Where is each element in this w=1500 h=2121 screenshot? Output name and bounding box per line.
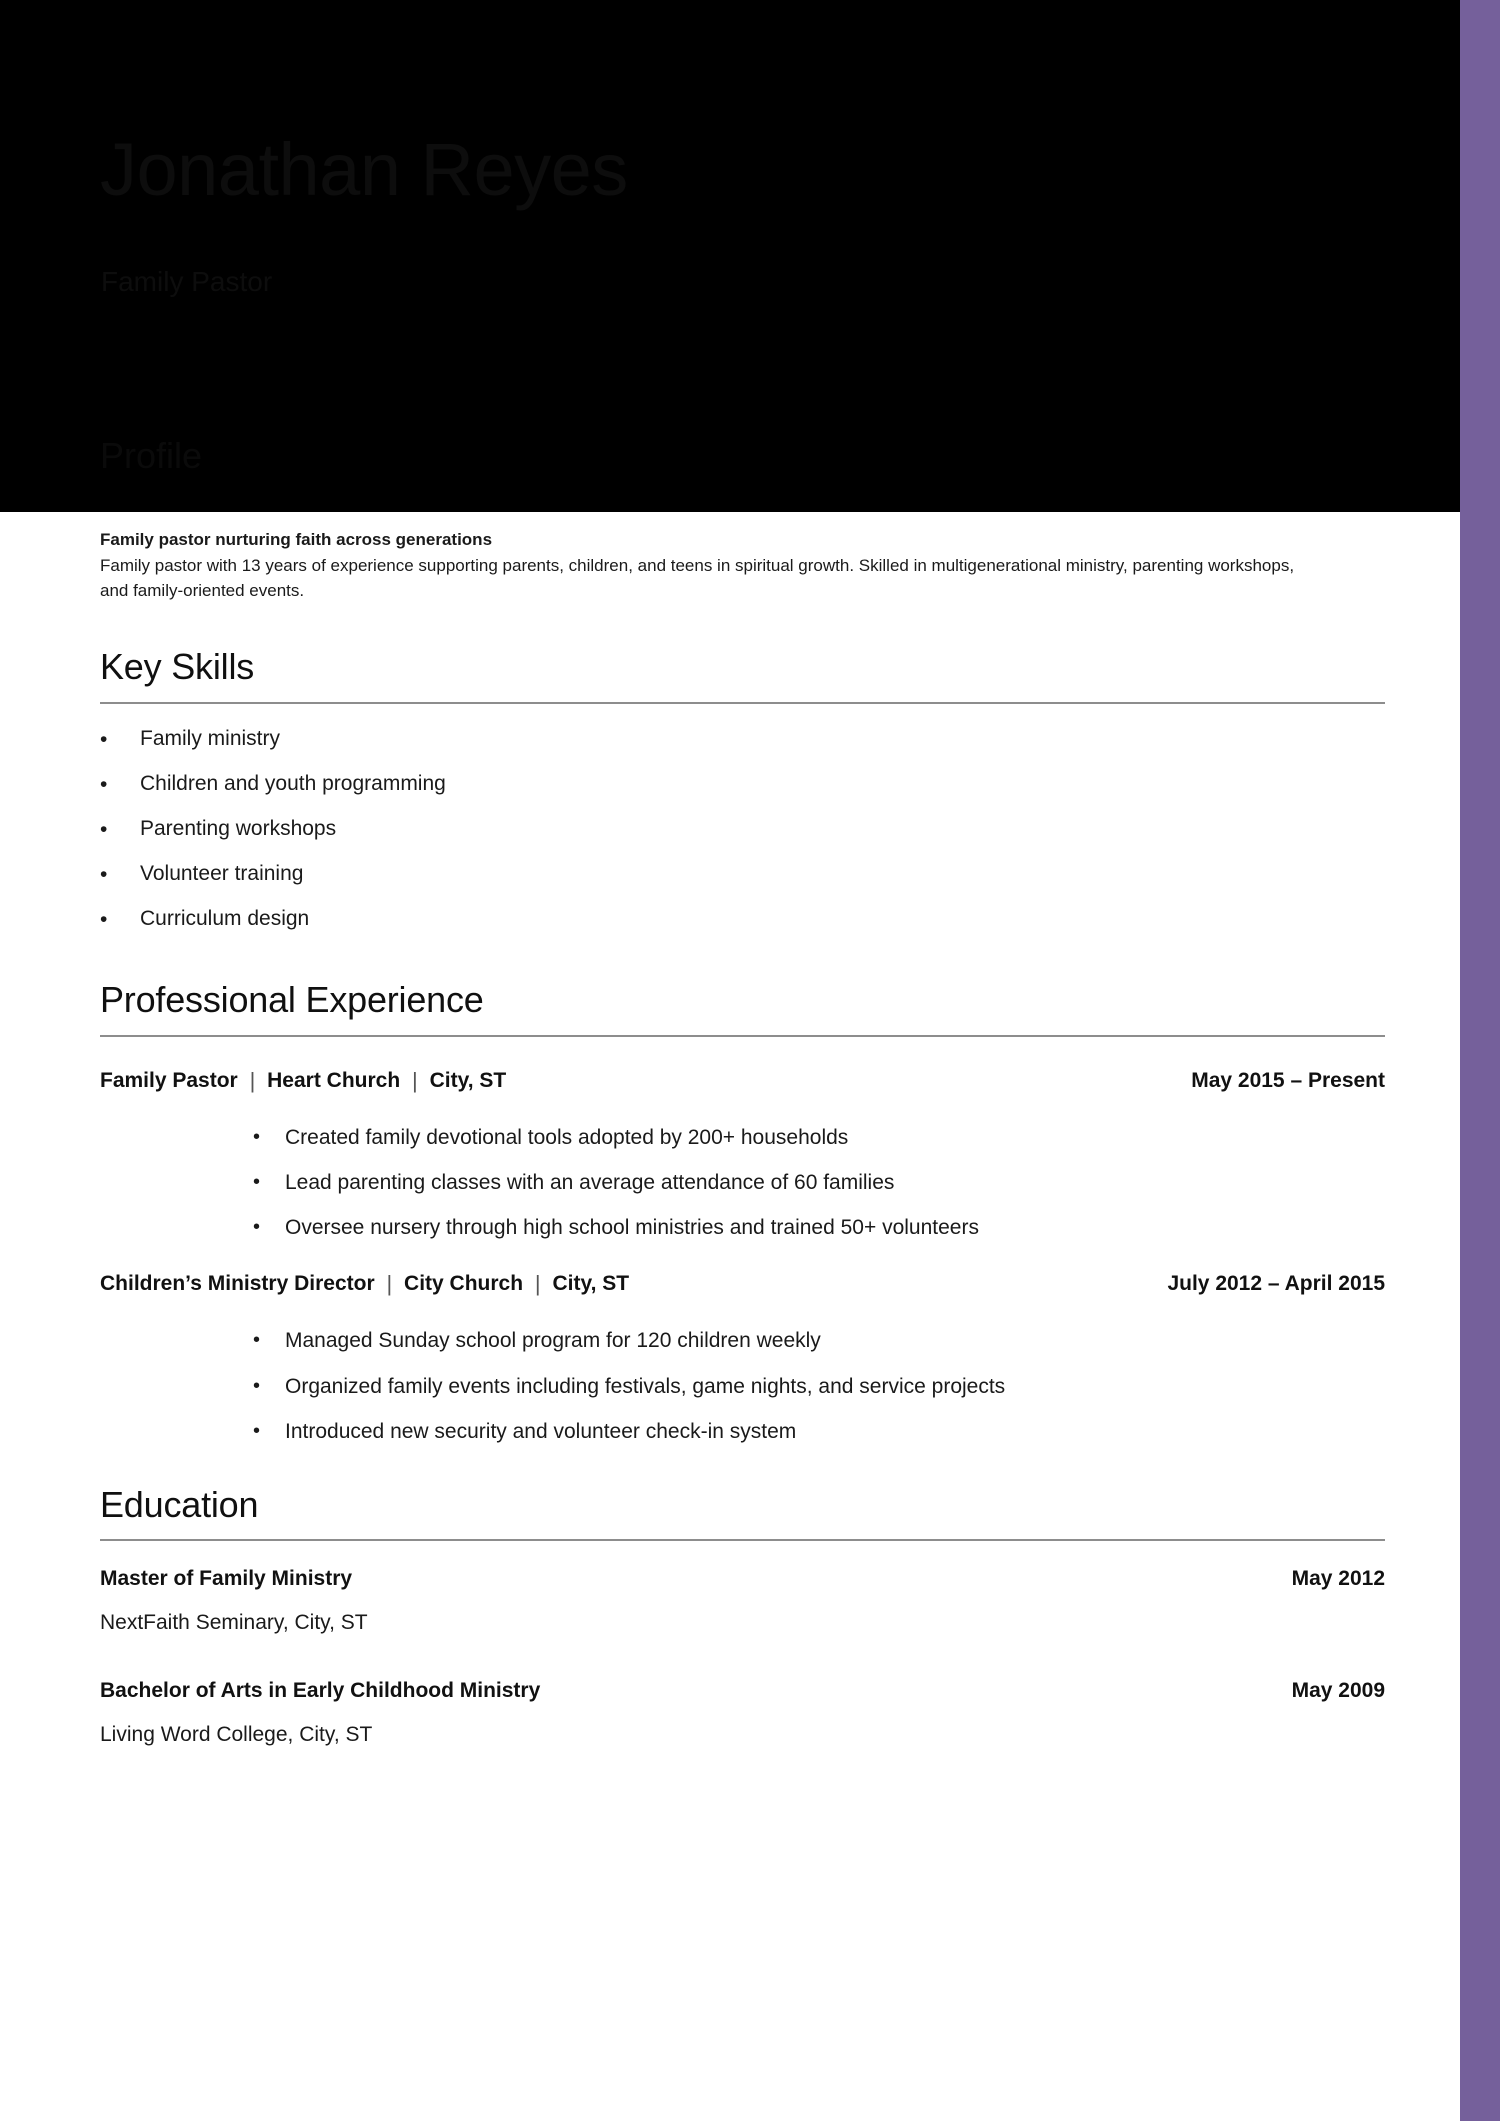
page-title: Jonathan Reyes bbox=[100, 128, 628, 211]
section-title-education: Education bbox=[100, 1484, 259, 1525]
bullet-text: Managed Sunday school program for 120 children weekly bbox=[285, 1329, 821, 1353]
bullet-icon: • bbox=[253, 1419, 261, 1442]
education-entry-header bbox=[100, 1679, 1385, 1703]
list-item bbox=[253, 1328, 1385, 1353]
list-item bbox=[100, 771, 1385, 796]
profile-summary: Family pastor with 13 years of experience supporting parents, children, and teens in spiritual growth. Skilled in multigenerational ministry, parenting workshops, and family-oriented events. bbox=[100, 555, 1295, 601]
list-item bbox=[100, 816, 1385, 841]
experience-title-line bbox=[100, 1270, 629, 1296]
job-company: Heart Church bbox=[267, 1068, 401, 1092]
education-entry bbox=[100, 1567, 1385, 1635]
skill-label: Curriculum design bbox=[140, 907, 310, 931]
bullet-icon: • bbox=[100, 863, 108, 887]
education-section bbox=[100, 1484, 1385, 1747]
list-item bbox=[253, 1170, 1385, 1195]
bullet-icon: • bbox=[100, 817, 108, 841]
experience-bullets bbox=[100, 1125, 1385, 1241]
resume-body bbox=[0, 512, 1460, 1747]
list-item bbox=[253, 1419, 1385, 1444]
bullet-text: Lead parenting classes with an average attendance of 60 families bbox=[285, 1171, 895, 1195]
job-location: City, ST bbox=[552, 1272, 630, 1296]
list-item bbox=[100, 861, 1385, 886]
skill-label: Parenting workshops bbox=[140, 816, 337, 840]
experience-title-line bbox=[100, 1067, 506, 1093]
list-item bbox=[100, 726, 1385, 751]
job-date-range: May 2015 – Present bbox=[1191, 1068, 1385, 1092]
skill-label: Children and youth programming bbox=[140, 771, 446, 795]
job-role: Children’s Ministry Director bbox=[100, 1272, 375, 1296]
education-entry-header bbox=[100, 1567, 1385, 1591]
bullet-icon: • bbox=[100, 908, 108, 932]
skill-label: Family ministry bbox=[140, 726, 280, 750]
experience-bullets bbox=[100, 1328, 1385, 1444]
bullet-icon: • bbox=[253, 1171, 261, 1194]
bullet-text: Oversee nursery through high school ministries and trained 50+ volunteers bbox=[285, 1216, 979, 1240]
experience-entry bbox=[100, 1067, 1385, 1241]
bullet-text: Introduced new security and volunteer check-in system bbox=[285, 1419, 797, 1443]
profile-headline: Family pastor nurturing faith across generations bbox=[100, 530, 493, 549]
education-school: Living Word College, City, ST bbox=[100, 1723, 373, 1747]
education-entry bbox=[100, 1679, 1385, 1747]
education-date: May 2009 bbox=[1291, 1679, 1385, 1703]
section-divider-skills bbox=[100, 702, 1385, 704]
section-divider-education bbox=[100, 1539, 1385, 1541]
education-school: NextFaith Seminary, City, ST bbox=[100, 1611, 368, 1635]
pipe-separator-icon: | bbox=[249, 1067, 256, 1093]
job-role: Family Pastor bbox=[100, 1068, 238, 1092]
experience-entry-header bbox=[100, 1270, 1385, 1296]
profile-section bbox=[100, 527, 1385, 604]
experience-entry bbox=[100, 1270, 1385, 1444]
job-date-range: July 2012 – April 2015 bbox=[1167, 1272, 1385, 1296]
bullet-icon: • bbox=[100, 772, 108, 796]
list-item bbox=[253, 1374, 1385, 1399]
experience-section bbox=[100, 979, 1385, 1444]
header-block bbox=[0, 0, 1460, 512]
bullet-text: Organized family events including festivals, game nights, and service projects bbox=[285, 1374, 1006, 1398]
header-subtitle-role: Family Pastor bbox=[101, 266, 273, 297]
pipe-separator-icon: | bbox=[386, 1271, 393, 1297]
bullet-icon: • bbox=[253, 1125, 261, 1148]
education-degree: Master of Family Ministry bbox=[100, 1567, 353, 1591]
bullet-text: Created family devotional tools adopted by 200+ households bbox=[285, 1125, 849, 1149]
section-divider-experience bbox=[100, 1035, 1385, 1037]
bullet-icon: • bbox=[253, 1216, 261, 1239]
skills-section bbox=[100, 646, 1385, 931]
bullet-icon: • bbox=[253, 1374, 261, 1397]
list-item bbox=[100, 906, 1385, 931]
education-date: May 2012 bbox=[1291, 1567, 1385, 1591]
experience-entry-header bbox=[100, 1067, 1385, 1093]
job-location: City, ST bbox=[429, 1068, 507, 1092]
list-item bbox=[253, 1215, 1385, 1240]
education-degree: Bachelor of Arts in Early Childhood Ministry bbox=[100, 1679, 541, 1703]
job-company: City Church bbox=[404, 1272, 524, 1296]
skills-list bbox=[100, 726, 1385, 932]
accent-bar-right bbox=[1460, 0, 1500, 2121]
bullet-icon: • bbox=[100, 727, 108, 751]
section-title-key-skills: Key Skills bbox=[100, 646, 255, 688]
section-title-profile: Profile bbox=[100, 435, 203, 476]
bullet-icon: • bbox=[253, 1329, 261, 1352]
section-title-professional-experience: Professional Experience bbox=[100, 979, 484, 1021]
list-item bbox=[253, 1125, 1385, 1150]
pipe-separator-icon: | bbox=[534, 1271, 541, 1297]
pipe-separator-icon: | bbox=[412, 1067, 418, 1093]
skill-label: Volunteer training bbox=[140, 862, 304, 886]
